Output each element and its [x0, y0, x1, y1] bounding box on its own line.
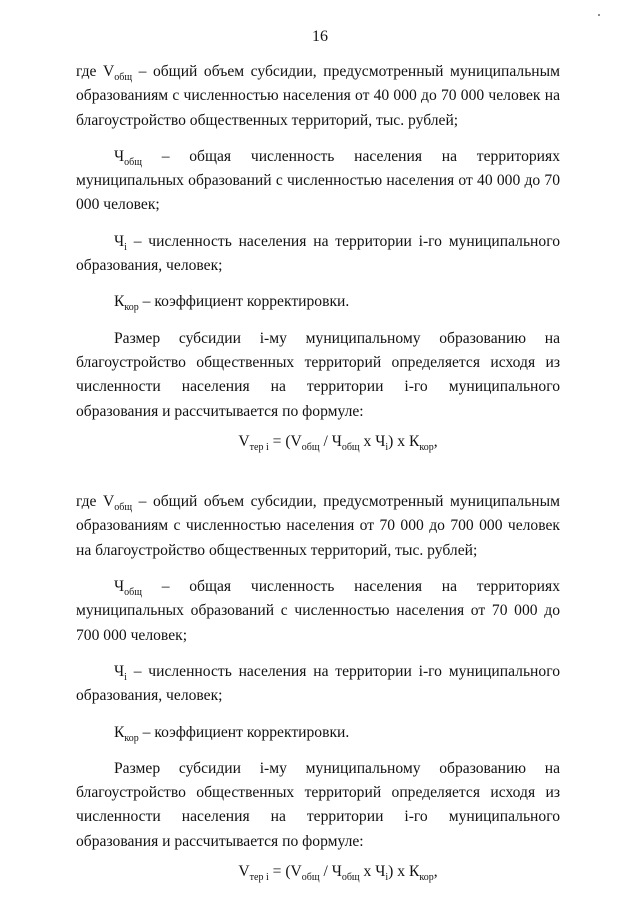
definition-k-kor-1: $К_{кор}$ – коэффициент корректировки.: [114, 293, 350, 314]
definition-v-total-1: где $V_{общ}$ – общий объем субсидии, предусмотренный муниципальным образованиям с численностью населения от 40 000 до 70 000 человек на благоустройство общественных территорий, тыс. рублей;: [76, 63, 560, 129]
formula-1: $V_{тер i} = (V_{общ} / Ч_{общ}$ x $Ч_i$) x $К_{кор}$,: [238, 432, 438, 453]
page-number: 16: [312, 28, 328, 45]
definition-ch-i-1: $Ч_i$ – численность населения на территории i-го муниципального образования, человек;: [76, 232, 560, 275]
definition-ch-i-2: $Ч_i$ – численность населения на территории i-го муниципального образования, человек;: [76, 662, 560, 705]
subsidy-size-paragraph-2: Размер субсидии i-му муниципальному образованию на благоустройство общественных территорий определяется исходя из численности населения на территории i-го муниципального образования и рассчитывается по формуле:: [76, 759, 560, 850]
document-body: [76, 60, 560, 884]
definition-v-total-2: где $V_{общ}$ – общий объем субсидии, предусмотренный муниципальным образованиям с численностью населения от 70 000 до 700 000 человек на благоустройство общественных территорий, тыс. рублей;: [76, 493, 560, 559]
subsidy-size-paragraph-1: Размер субсидии i-му муниципальному образованию на благоустройство общественных территорий определяется исходя из численности населения на территории i-го муниципального образования и рассчитывается по формуле:: [76, 329, 560, 420]
scan-speck: [598, 14, 600, 16]
definition-ch-total-1: $Ч_{общ}$ – общая численность населения на территориях муниципальных образований с численностью населения от 40 000 до 70 000 человек;: [76, 147, 560, 214]
definition-ch-total-2: $Ч_{общ}$ – общая численность населения на территориях муниципальных образований с численностью населения от 70 000 до 700 000 человек;: [76, 578, 560, 644]
formula-2: $V_{тер i} = (V_{общ} / Ч_{общ}$ x $Ч_i$) x $К_{кор}$,: [238, 863, 438, 884]
definition-k-kor-2: $К_{кор}$ – коэффициент корректировки.: [114, 723, 350, 744]
